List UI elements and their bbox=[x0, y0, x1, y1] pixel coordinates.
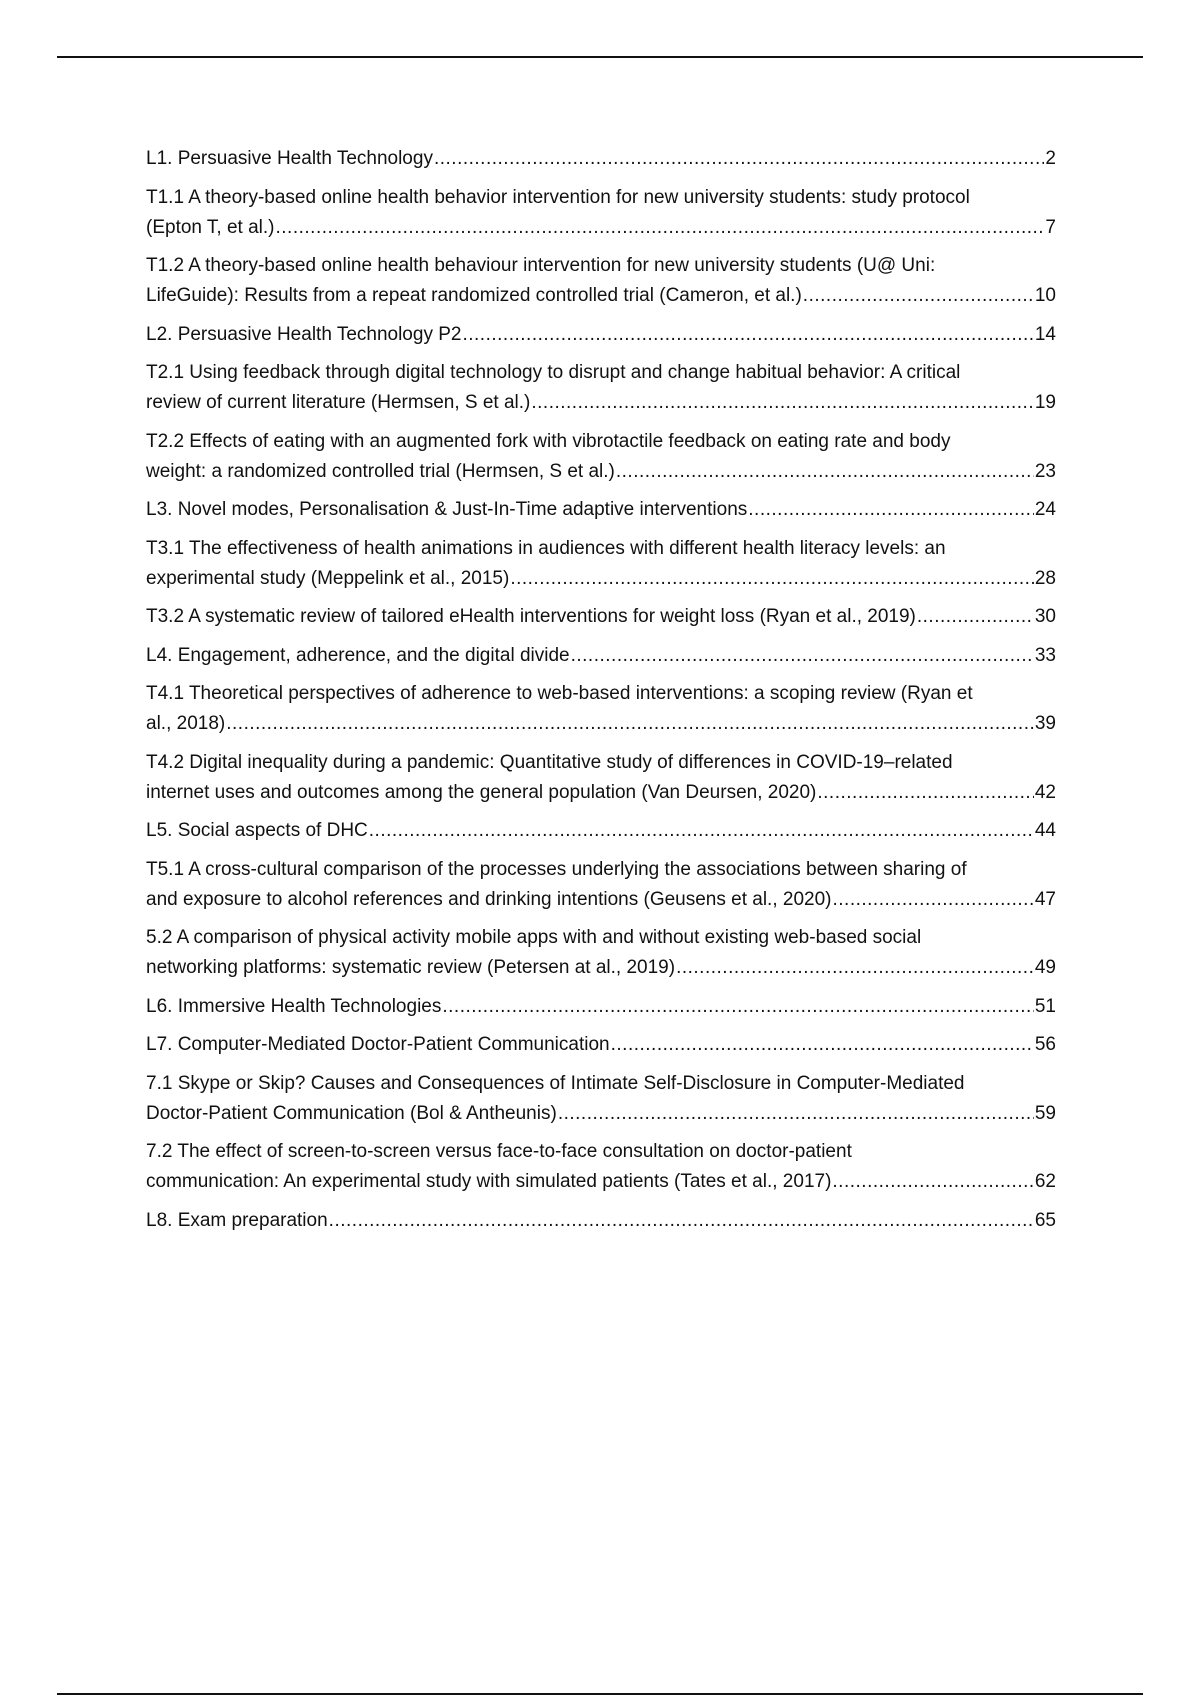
toc-entry-page-number: 30 bbox=[1034, 606, 1056, 627]
toc-entry-page-number: 33 bbox=[1034, 644, 1056, 666]
toc-entry[interactable] bbox=[146, 320, 1056, 350]
toc-entry-last-line bbox=[146, 457, 1056, 487]
toc-entry-page-number: 65 bbox=[1034, 1209, 1056, 1231]
toc-entry-last-line bbox=[146, 1030, 1056, 1060]
dot-leader bbox=[329, 1206, 1034, 1236]
toc-entry-title-line: 5.2 A comparison of physical activity mobile apps with and without existing web-based social bbox=[146, 927, 922, 948]
footer-rule bbox=[57, 1693, 1143, 1695]
toc-entry-title: L3. Novel modes, Personalisation & Just-In-Time adaptive interventions bbox=[146, 499, 748, 520]
toc-entry[interactable] bbox=[146, 427, 1056, 487]
dot-leader bbox=[917, 602, 1034, 632]
dot-leader bbox=[676, 953, 1034, 983]
toc-entry-page-number: 24 bbox=[1034, 499, 1056, 520]
toc-entry-last-line bbox=[146, 281, 1056, 311]
toc-entry-title-line: T4.2 Digital inequality during a pandemic: Quantitative study of differences in COVID-19–related bbox=[146, 751, 953, 773]
dot-leader bbox=[226, 709, 1034, 739]
toc-entry-title: L1. Persuasive Health Technology bbox=[146, 148, 433, 169]
dot-leader bbox=[442, 992, 1034, 1022]
toc-entry-title-line: 7.1 Skype or Skip? Causes and Consequences of Intimate Self-Disclosure in Computer-Mediated bbox=[146, 1072, 965, 1094]
dot-leader bbox=[369, 816, 1034, 846]
toc-entry-title: L7. Computer-Mediated Doctor-Patient Communication bbox=[146, 1034, 610, 1055]
dot-leader bbox=[832, 1167, 1033, 1197]
toc-entry-title-line: T2.1 Using feedback through digital technology to disrupt and change habitual behavior: A critical bbox=[146, 362, 961, 383]
toc-entry-last-line bbox=[146, 816, 1056, 846]
dot-leader bbox=[462, 320, 1033, 350]
toc-entry-page-number: 7 bbox=[1045, 216, 1056, 238]
toc-entry[interactable] bbox=[146, 602, 1056, 632]
dot-leader bbox=[558, 1099, 1034, 1129]
toc-entry-page-number: 14 bbox=[1034, 323, 1056, 345]
toc-entry-title: (Epton T, et al.) bbox=[146, 216, 275, 238]
toc-entry-title: al., 2018) bbox=[146, 713, 226, 734]
toc-entry-page-number: 2 bbox=[1045, 148, 1056, 169]
toc-entry-title-line: T1.1 A theory-based online health behavior intervention for new university students: study protocol bbox=[146, 186, 970, 208]
toc-entry-last-line bbox=[146, 1167, 1056, 1197]
toc-entry-last-line bbox=[146, 885, 1056, 915]
toc-entry-last-line bbox=[146, 778, 1056, 808]
toc-entry-title-line: T1.2 A theory-based online health behaviour intervention for new university students (U@ Uni: bbox=[146, 255, 936, 276]
toc-entry-last-line bbox=[146, 709, 1056, 739]
dot-leader bbox=[832, 885, 1033, 915]
toc-entry-page-number: 51 bbox=[1034, 995, 1056, 1017]
toc-entry-last-line bbox=[146, 495, 1056, 525]
toc-entry-last-line bbox=[146, 320, 1056, 350]
toc-entry-page-number: 42 bbox=[1034, 781, 1056, 803]
toc-entry-title-line: 7.2 The effect of screen-to-screen versus face-to-face consultation on doctor-patient bbox=[146, 1141, 852, 1162]
toc-entry-page-number: 10 bbox=[1034, 285, 1056, 306]
toc-entry-last-line bbox=[146, 992, 1056, 1022]
toc-entry-title-line: T2.2 Effects of eating with an augmented fork with vibrotactile feedback on eating rate and body bbox=[146, 430, 951, 452]
table-of-contents bbox=[146, 144, 1056, 1244]
toc-entry-last-line bbox=[146, 388, 1056, 418]
toc-entry-last-line bbox=[146, 564, 1056, 594]
toc-entry-title: L8. Exam preparation bbox=[146, 1209, 328, 1231]
dot-leader bbox=[611, 1030, 1034, 1060]
dot-leader bbox=[531, 388, 1034, 418]
toc-entry-title: weight: a randomized controlled trial (Hermsen, S et al.) bbox=[146, 460, 615, 482]
toc-entry-page-number: 44 bbox=[1034, 820, 1056, 841]
toc-entry[interactable] bbox=[146, 495, 1056, 525]
toc-entry[interactable] bbox=[146, 1030, 1056, 1060]
toc-entry-last-line bbox=[146, 953, 1056, 983]
toc-entry[interactable] bbox=[146, 183, 1056, 243]
toc-entry-page-number: 62 bbox=[1034, 1171, 1056, 1192]
toc-entry-title: communication: An experimental study with simulated patients (Tates et al., 2017) bbox=[146, 1171, 832, 1192]
toc-entry-last-line bbox=[146, 213, 1056, 243]
toc-entry-page-number: 28 bbox=[1034, 567, 1056, 589]
toc-entry-last-line bbox=[146, 602, 1056, 632]
toc-entry-last-line bbox=[146, 641, 1056, 671]
toc-entry-title: networking platforms: systematic review (Petersen at al., 2019) bbox=[146, 957, 676, 978]
toc-entry[interactable] bbox=[146, 1206, 1056, 1236]
toc-entry[interactable] bbox=[146, 816, 1056, 846]
toc-entry-title: L5. Social aspects of DHC bbox=[146, 820, 368, 841]
toc-entry-title: L4. Engagement, adherence, and the digital divide bbox=[146, 644, 570, 666]
header-rule bbox=[57, 56, 1143, 58]
dot-leader bbox=[803, 281, 1034, 311]
toc-entry-page-number: 39 bbox=[1034, 713, 1056, 734]
toc-entry[interactable] bbox=[146, 748, 1056, 808]
dot-leader bbox=[817, 778, 1033, 808]
toc-entry-page-number: 59 bbox=[1034, 1102, 1056, 1124]
toc-entry[interactable] bbox=[146, 144, 1056, 174]
toc-entry-page-number: 56 bbox=[1034, 1034, 1056, 1055]
toc-entry[interactable] bbox=[146, 358, 1056, 418]
toc-entry-page-number: 47 bbox=[1034, 888, 1056, 910]
toc-entry-last-line bbox=[146, 1206, 1056, 1236]
toc-entry-title-line: T3.1 The effectiveness of health animations in audiences with different health literacy levels: an bbox=[146, 537, 946, 559]
toc-entry-page-number: 49 bbox=[1034, 957, 1056, 978]
toc-entry-title: LifeGuide): Results from a repeat randomized controlled trial (Cameron, et al.) bbox=[146, 285, 802, 306]
toc-entry[interactable] bbox=[146, 679, 1056, 739]
toc-entry-title: L6. Immersive Health Technologies bbox=[146, 995, 442, 1017]
toc-entry[interactable] bbox=[146, 1069, 1056, 1129]
toc-entry-title: experimental study (Meppelink et al., 2015) bbox=[146, 567, 510, 589]
dot-leader bbox=[434, 144, 1044, 174]
toc-entry-title: and exposure to alcohol references and drinking intentions (Geusens et al., 2020) bbox=[146, 888, 832, 910]
toc-entry-title-line: T5.1 A cross-cultural comparison of the processes underlying the associations between sharing of bbox=[146, 858, 967, 880]
toc-entry-page-number: 23 bbox=[1034, 460, 1056, 482]
toc-entry[interactable] bbox=[146, 251, 1056, 311]
toc-entry[interactable] bbox=[146, 923, 1056, 983]
toc-entry-page-number: 19 bbox=[1034, 392, 1056, 413]
dot-leader bbox=[748, 495, 1034, 525]
toc-entry[interactable] bbox=[146, 534, 1056, 594]
dot-leader bbox=[616, 457, 1034, 487]
toc-entry-title: internet uses and outcomes among the general population (Van Deursen, 2020) bbox=[146, 781, 817, 803]
dot-leader bbox=[510, 564, 1034, 594]
toc-entry-last-line bbox=[146, 144, 1056, 174]
toc-entry[interactable] bbox=[146, 1137, 1056, 1197]
toc-entry-title-line: T4.1 Theoretical perspectives of adherence to web-based interventions: a scoping review (Ryan et bbox=[146, 683, 973, 704]
toc-entry-title: review of current literature (Hermsen, S et al.) bbox=[146, 392, 531, 413]
toc-entry-title: L2. Persuasive Health Technology P2 bbox=[146, 323, 462, 345]
dot-leader bbox=[276, 213, 1045, 243]
toc-entry-title: Doctor-Patient Communication (Bol & Antheunis) bbox=[146, 1102, 557, 1124]
dot-leader bbox=[571, 641, 1034, 671]
toc-entry[interactable] bbox=[146, 992, 1056, 1022]
toc-entry-last-line bbox=[146, 1099, 1056, 1129]
toc-entry[interactable] bbox=[146, 855, 1056, 915]
toc-entry[interactable] bbox=[146, 641, 1056, 671]
toc-entry-title: T3.2 A systematic review of tailored eHealth interventions for weight loss (Ryan et al., 2019) bbox=[146, 606, 916, 627]
